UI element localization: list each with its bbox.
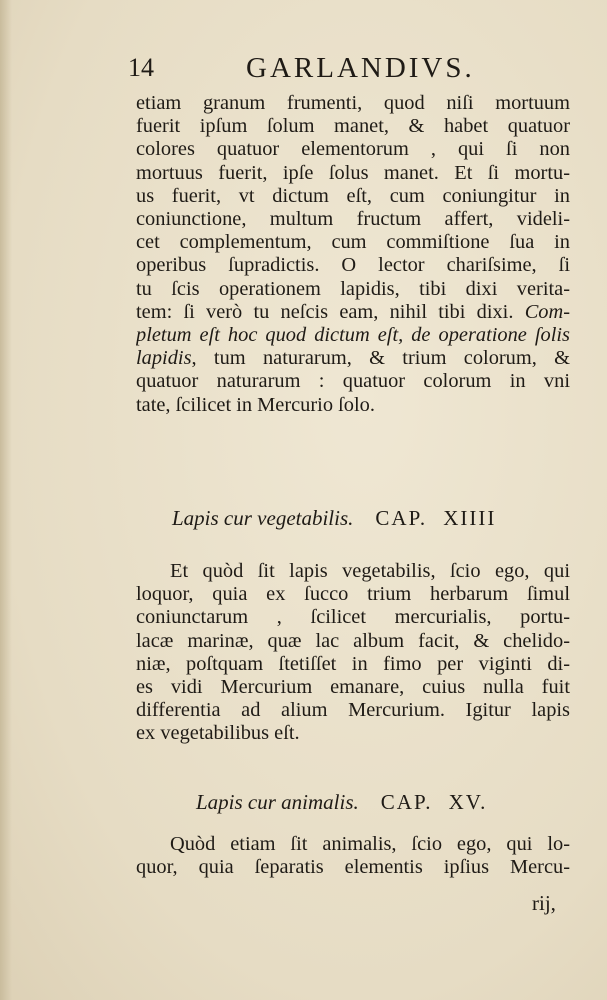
text-line: ex vegetabilibus eſt.	[136, 722, 300, 745]
text-block-chapter-14	[136, 560, 570, 746]
text-line: quatuor naturarum : quatuor colorum in vni	[136, 370, 570, 393]
italic-segment: lapidis	[136, 347, 192, 370]
text-line: niæ, poſtquam ſtetiſſet in fimo per viginti di-	[136, 652, 570, 675]
text-line-with-italic	[136, 301, 570, 324]
chapter-number: XV.	[448, 790, 488, 814]
page-header	[128, 48, 528, 88]
text-line-with-italic	[136, 347, 570, 370]
text-line: es vidi Mercurium emanare, cuius nulla fuit	[136, 676, 570, 699]
text-line: tate, ſcilicet in Mercurio ſolo.	[136, 393, 375, 416]
text-line: coniunctarum , ſcilicet mercurialis, portu-	[136, 606, 570, 629]
text-line: quor, quia ſeparatis elementis ipſius Mercu-	[136, 856, 570, 879]
text-line: tu ſcis operationem lapidis, tibi dixi verita-	[136, 277, 570, 300]
chapter-title: Lapis cur vegetabilis.	[172, 506, 354, 530]
text-segment: tem: ſi verò tu neſcis eam, nihil tibi dixi.	[136, 300, 514, 323]
running-head: GARLANDIVS.	[246, 52, 475, 84]
text-line: cet complementum, cum commiſtione ſua in	[136, 231, 570, 254]
chapter-cap-label: CAP.	[380, 790, 433, 814]
folio-number: 14	[128, 53, 154, 82]
chapter-number: XIIII	[443, 506, 497, 530]
text-line: lacæ marinæ, quæ lac album facit, & chelido-	[136, 629, 570, 652]
text-line: coniunctione, multum fructum affert, videli-	[136, 208, 570, 231]
chapter-heading-15	[196, 788, 576, 816]
italic-segment: Com-	[524, 300, 570, 323]
text-line: operibus ſupradictis. O lector chariſsime, ſi	[136, 254, 570, 277]
text-line: us fuerit, vt dictum eſt, cum coniungitur in	[136, 184, 570, 207]
chapter-title: Lapis cur animalis.	[196, 790, 359, 814]
italic-line: pletum eſt hoc quod dictum eſt, de operatione ſolis	[136, 324, 570, 347]
text-line: Quòd etiam ſit animalis, ſcio ego, qui lo-	[170, 833, 570, 855]
chapter-heading-14	[172, 504, 552, 532]
text-block-chapter-15	[136, 833, 570, 879]
text-line: Et quòd ſit lapis vegetabilis, ſcio ego, qui	[170, 560, 570, 582]
text-line: fuerit ipſum ſolum manet, & habet quatuor	[136, 115, 570, 138]
text-line: differentia ad alium Mercurium. Igitur lapis	[136, 699, 570, 722]
chapter-cap-label: CAP.	[375, 506, 428, 530]
text-segment: , tum naturarum, & trium colorum, &	[191, 347, 570, 370]
text-line: loquor, quia ex ſucco trium herbarum ſimul	[136, 583, 570, 606]
text-block-intro	[136, 92, 570, 417]
text-line: mortuus fuerit, ipſe ſolus manet. Et ſi mortu-	[136, 161, 570, 184]
text-line: colores quatuor elementorum , qui ſi non	[136, 138, 570, 161]
text-line: etiam granum frumenti, quod niſi mortuum	[136, 92, 570, 114]
catchword: rij,	[532, 891, 556, 915]
page-gutter-shadow	[0, 0, 12, 1000]
